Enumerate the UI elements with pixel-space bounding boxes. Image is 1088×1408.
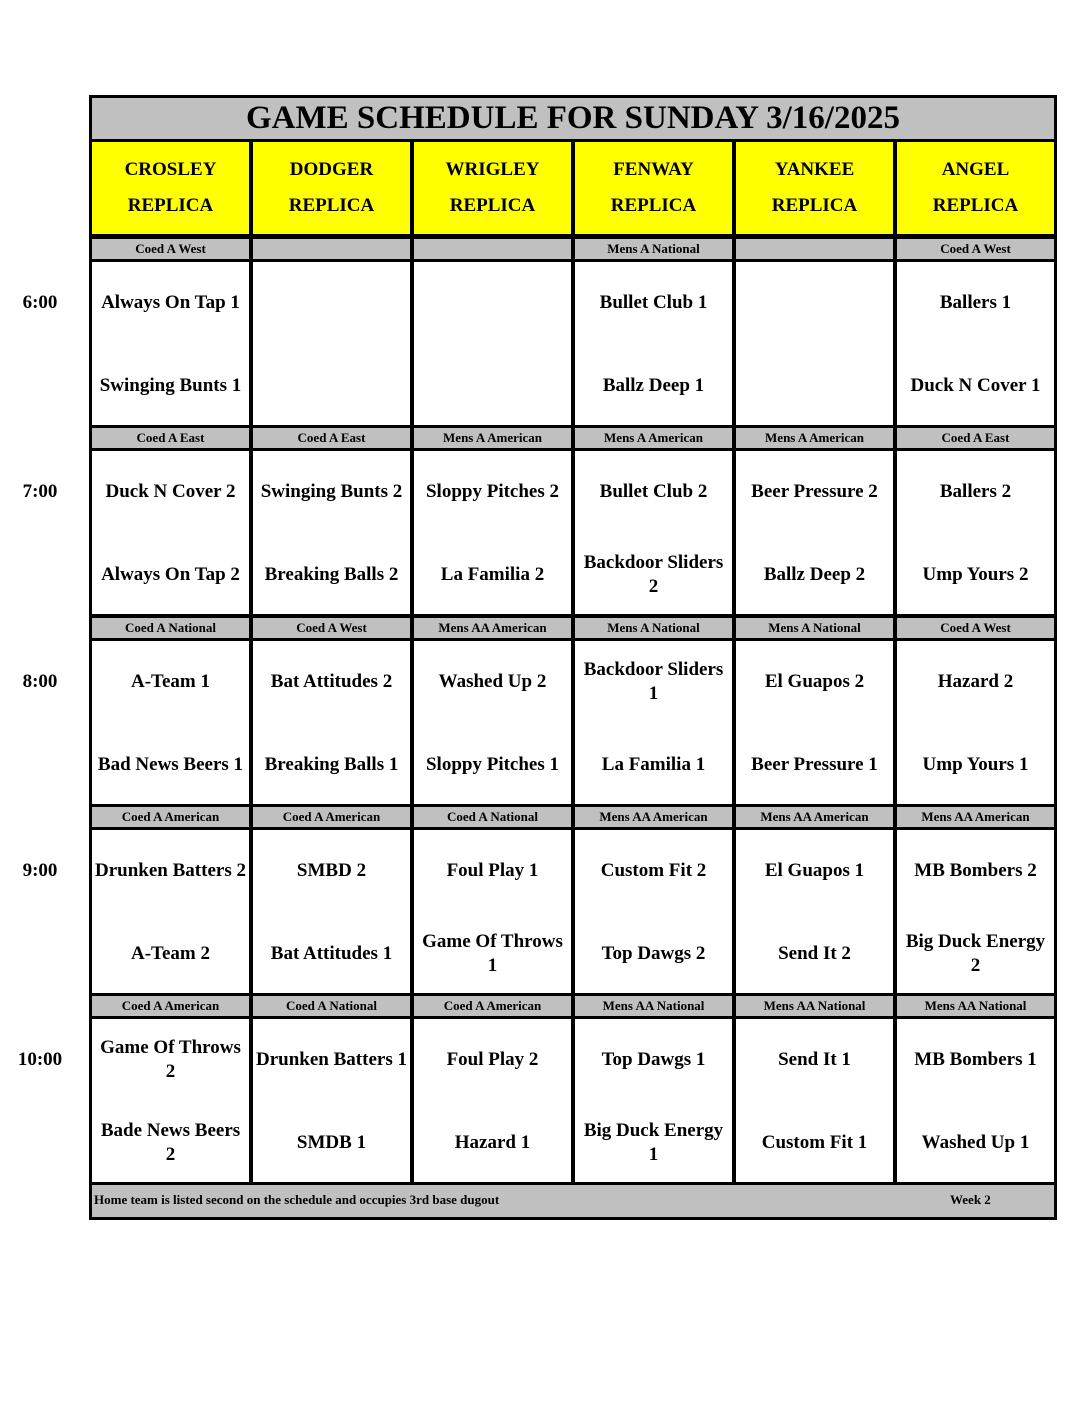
game-cell [572, 259, 735, 428]
away-team: Foul Play 1 [446, 860, 539, 881]
home-team: Hazard 1 [454, 1132, 531, 1153]
division-label: Coed A West [894, 615, 1057, 641]
division-label: Mens AA National [733, 993, 896, 1019]
game-cell [894, 638, 1057, 807]
away-team: A-Team 1 [131, 671, 210, 692]
division-label: Mens AA National [894, 993, 1057, 1019]
division-label: Coed A American [89, 804, 252, 830]
footer-bar [89, 1182, 1057, 1220]
game-cell [89, 448, 252, 617]
home-team: La Familia 2 [440, 564, 545, 585]
away-team: SMBD 2 [296, 860, 367, 881]
away-team [736, 275, 893, 331]
home-team: Backdoor Sliders 2 [583, 552, 724, 597]
game-cell [572, 448, 735, 617]
home-team: Ballz Deep 2 [763, 564, 866, 585]
game-cell [411, 827, 574, 996]
game-cell [89, 638, 252, 807]
field-subtitle: REPLICA [771, 195, 858, 216]
away-team: Hazard 2 [937, 671, 1014, 692]
away-team: Beer Pressure 2 [751, 481, 878, 502]
field-subtitle: REPLICA [610, 195, 697, 216]
away-team: MB Bombers 2 [914, 860, 1037, 881]
away-team: Always On Tap 1 [101, 292, 240, 313]
game-cell [411, 1016, 574, 1185]
time-label: 6:00 [22, 292, 58, 313]
field-name: DODGER [289, 159, 374, 180]
division-label: Mens A National [572, 615, 735, 641]
schedule-title: GAME SCHEDULE FOR SUNDAY 3/16/2025 [89, 95, 1057, 142]
home-team [414, 358, 571, 414]
home-team: Top Dawgs 2 [601, 943, 706, 964]
division-label: Coed A East [894, 425, 1057, 451]
game-cell [250, 448, 413, 617]
away-team: Drunken Batters 1 [256, 1049, 407, 1070]
division-label: Coed A West [89, 236, 252, 262]
home-team: Bade News Beers 2 [100, 1120, 241, 1165]
away-team: Swinging Bunts 2 [260, 481, 403, 502]
away-team: Game Of Throws 2 [100, 1037, 241, 1082]
division-label: Mens A American [572, 425, 735, 451]
away-team: Top Dawgs 1 [601, 1049, 706, 1070]
away-team: Sloppy Pitches 2 [425, 481, 560, 502]
field-subtitle: REPLICA [127, 195, 214, 216]
field-name: YANKEE [774, 159, 855, 180]
field-name: WRIGLEY [445, 159, 540, 180]
home-team: Big Duck Energy 2 [905, 931, 1046, 976]
home-team: Send It 2 [778, 943, 851, 964]
game-cell [733, 448, 896, 617]
division-label: Mens AA American [572, 804, 735, 830]
home-team: Bat Attitudes 1 [270, 943, 393, 964]
home-team: Breaking Balls 2 [264, 564, 399, 585]
division-label: Coed A National [411, 804, 574, 830]
division-label: Mens AA American [894, 804, 1057, 830]
home-team: A-Team 2 [131, 943, 210, 964]
time-label: 8:00 [22, 671, 58, 692]
game-cell [572, 638, 735, 807]
field-header-angel [894, 139, 1057, 237]
away-team: Bat Attitudes 2 [270, 671, 393, 692]
home-team: Big Duck Energy 1 [583, 1120, 724, 1165]
division-label: Coed A National [250, 993, 413, 1019]
away-team: Drunken Batters 2 [95, 860, 246, 881]
home-team: Duck N Cover 1 [910, 375, 1041, 396]
field-subtitle: REPLICA [449, 195, 536, 216]
game-cell [733, 259, 896, 428]
home-team: Ump Yours 2 [922, 564, 1029, 585]
week-label: Week 2 [950, 1192, 991, 1207]
away-team [253, 275, 410, 331]
home-team: Ump Yours 1 [922, 754, 1029, 775]
division-label: Coed A American [411, 993, 574, 1019]
division-label: Mens A National [733, 615, 896, 641]
field-name: CROSLEY [124, 159, 217, 180]
game-cell [411, 448, 574, 617]
field-subtitle: REPLICA [288, 195, 375, 216]
division-label: Mens A American [733, 425, 896, 451]
division-label: Coed A American [250, 804, 413, 830]
game-cell [894, 827, 1057, 996]
field-name: FENWAY [613, 159, 694, 180]
game-cell [89, 259, 252, 428]
division-label: Coed A West [250, 615, 413, 641]
field-subtitle: REPLICA [932, 195, 1019, 216]
division-label: Mens AA National [572, 993, 735, 1019]
game-cell [250, 1016, 413, 1185]
away-team: Bullet Club 1 [599, 292, 708, 313]
division-label: Mens AA American [411, 615, 574, 641]
home-team: Ballz Deep 1 [602, 375, 705, 396]
home-team: SMDB 1 [296, 1132, 367, 1153]
game-cell [733, 827, 896, 996]
division-label: Mens A American [411, 425, 574, 451]
game-cell [411, 259, 574, 428]
game-cell [894, 1016, 1057, 1185]
field-header-yankee [733, 139, 896, 237]
division-label: Coed A East [89, 425, 252, 451]
game-cell [250, 259, 413, 428]
time-label: 9:00 [22, 860, 58, 881]
game-cell [572, 1016, 735, 1185]
away-team: Foul Play 2 [446, 1049, 539, 1070]
division-label: Coed A East [250, 425, 413, 451]
game-cell [572, 827, 735, 996]
game-cell [894, 448, 1057, 617]
game-cell [89, 827, 252, 996]
away-team: Backdoor Sliders 1 [583, 659, 724, 704]
home-team: Always On Tap 2 [101, 564, 240, 585]
schedule-table [17, 95, 1057, 1220]
game-cell [411, 638, 574, 807]
home-team: Washed Up 1 [921, 1132, 1030, 1153]
footer-note: Home team is listed second on the schedule and occupies 3rd base dugout [94, 1192, 500, 1207]
away-team: Duck N Cover 2 [105, 481, 236, 502]
away-team: Ballers 2 [939, 481, 1012, 502]
division-label: Coed A National [89, 615, 252, 641]
home-team [253, 358, 410, 414]
away-team: Washed Up 2 [438, 671, 547, 692]
away-team: Send It 1 [778, 1049, 851, 1070]
away-team: Bullet Club 2 [599, 481, 708, 502]
division-label: Mens A National [572, 236, 735, 262]
field-header-crosley [89, 139, 252, 237]
field-header-fenway [572, 139, 735, 237]
away-team: El Guapos 1 [764, 860, 865, 881]
division-label: Coed A West [894, 236, 1057, 262]
field-header-wrigley [411, 139, 574, 237]
home-team: Beer Pressure 1 [751, 754, 878, 775]
division-label: Mens AA American [733, 804, 896, 830]
game-cell [250, 827, 413, 996]
game-cell [89, 1016, 252, 1185]
away-team [414, 275, 571, 331]
game-cell [250, 638, 413, 807]
away-team: Ballers 1 [939, 292, 1012, 313]
home-team [736, 358, 893, 414]
home-team: La Familia 1 [601, 754, 706, 775]
time-label: 10:00 [17, 1049, 63, 1070]
game-cell [733, 638, 896, 807]
home-team: Swinging Bunts 1 [99, 375, 242, 396]
division-label: Coed A American [89, 993, 252, 1019]
home-team: Sloppy Pitches 1 [425, 754, 560, 775]
home-team: Bad News Beers 1 [97, 754, 244, 775]
game-cell [733, 1016, 896, 1185]
time-label: 7:00 [22, 481, 58, 502]
away-team: MB Bombers 1 [914, 1049, 1037, 1070]
home-team: Game Of Throws 1 [422, 931, 563, 976]
away-team: Custom Fit 2 [600, 860, 707, 881]
home-team: Breaking Balls 1 [264, 754, 399, 775]
home-team: Custom Fit 1 [761, 1132, 868, 1153]
field-name: ANGEL [941, 159, 1010, 180]
game-cell [894, 259, 1057, 428]
away-team: El Guapos 2 [764, 671, 865, 692]
field-header-dodger [250, 139, 413, 237]
